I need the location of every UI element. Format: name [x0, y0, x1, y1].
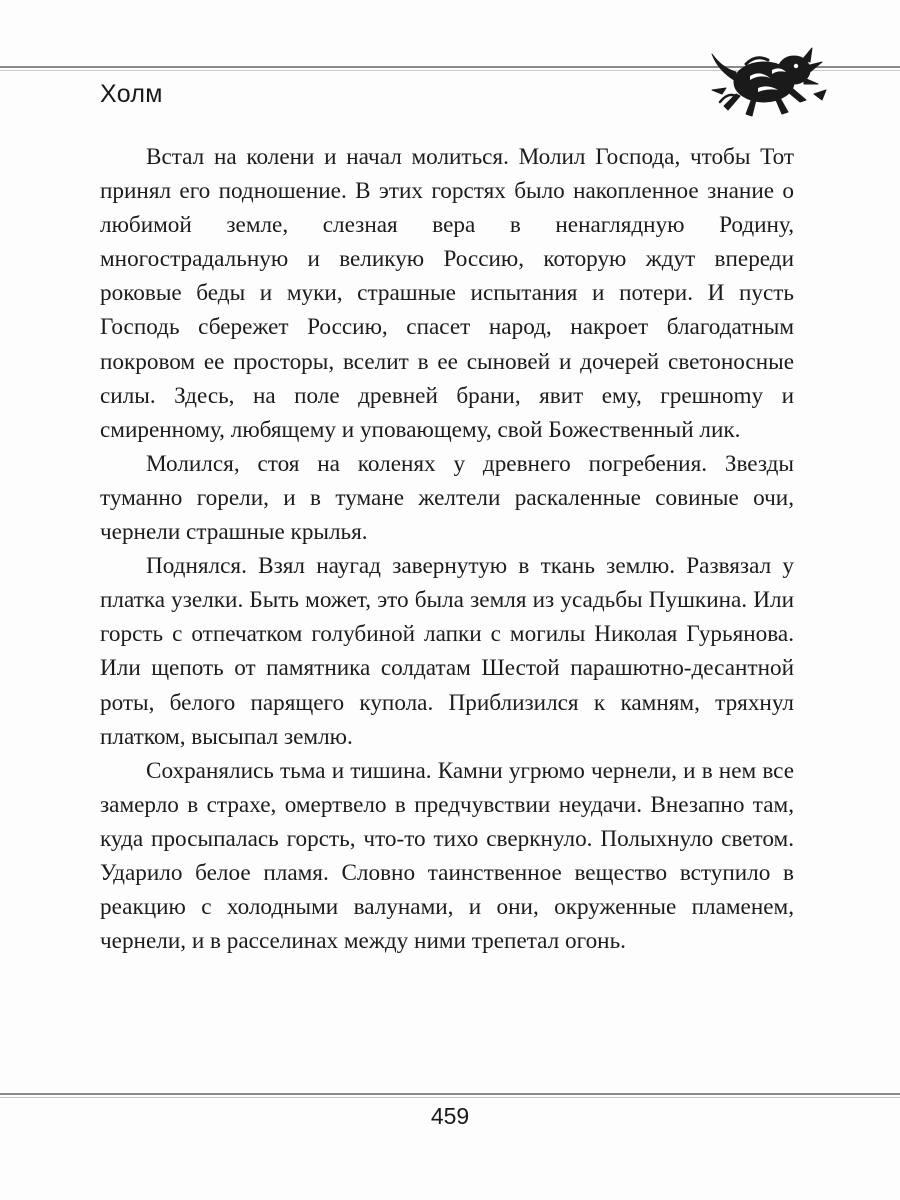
paragraph: Сохранялись тьма и тишина. Камни угрюмо чернели, и в нем все замерло в страхе, омертвело в предчувствии неудачи. Внезапно там, куда просыпалась горсть, что-то тихо сверкнуло. Полыхнуло светом. Ударило белое пламя. Словно таинственное вещество вступило в реакцию с холодными валунами, и они, окруженные пламенем, чернели, и в расселинах между ними трепетал огонь. [100, 757, 794, 955]
paragraph: Встал на колени и начал молиться. Молил Господа, чтобы Тот принял его подношение. В этих горстях было накопленное знание о любимой земле, слезная вера в ненаглядную Родину, многострадальную и великую Россию, которую ждут впереди роковые беды и муки, страшные испытания и потери. И пусть Господь сбережет Россию, спасет народ, накроет благодатным покровом ее просторы, вселит в ее сыновей и дочерей светоносные силы. Здесь, на поле древней брани, явит ему, грешноmу и смиренному, любящему и уповающему, свой Божественный лик. [100, 144, 794, 443]
paragraph: Молился, стоя на коленях у древнего погребения. Звезды туманно горели, и в тумане желтели раскаленные совиные очи, чернели страшные крылья. [100, 450, 794, 546]
footer-rule [0, 1093, 900, 1095]
running-title: Холм [100, 80, 163, 108]
main-text [100, 140, 794, 958]
footer-rule-thin [0, 1097, 900, 1098]
lion-emblem-icon [706, 40, 830, 118]
page-number: 459 [430, 1103, 470, 1129]
paragraph: Поднялся. Взял наугад завернутую в ткань землю. Развязал у платка узелки. Быть может, это была земля из усадьбы Пушкина. Или горсть с отпечатком голубиной лапки с могилы Николая Гурьянова. Или щепоть от памятника солдатам Шестой парашютно-десантной роты, белого парящего купола. Приблизился к камням, тряхнул платком, высыпал землю. [100, 553, 794, 750]
